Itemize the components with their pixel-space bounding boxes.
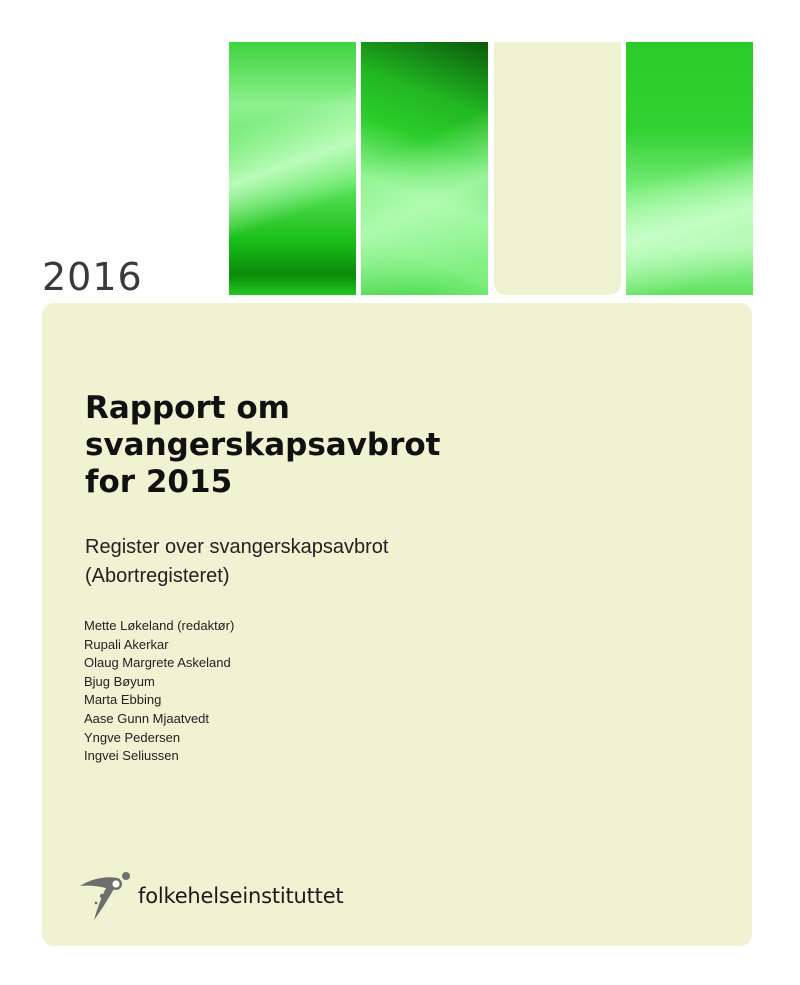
author-item: Marta Ebbing [84, 692, 162, 708]
author-item: Rupali Akerkar [84, 636, 169, 652]
decorative-cream-tile [494, 42, 621, 295]
author-item: Mette Løkeland (redaktør) [84, 618, 235, 633]
report-title [85, 390, 441, 501]
author-item: Olaug Margrete Askeland [84, 655, 231, 671]
report-title-line: for 2015 [85, 464, 233, 500]
decorative-green-tile-4 [626, 42, 753, 295]
author-item: Ingvei Seliussen [84, 748, 179, 764]
author-list [84, 617, 234, 766]
subtitle-line: (Abortregisteret) [85, 565, 230, 587]
publisher-name: folkehelseinstituttet [138, 884, 344, 908]
author-item: Yngve Pedersen [84, 729, 181, 745]
decorative-green-tile-2 [361, 42, 488, 295]
report-subtitle [85, 533, 388, 591]
fhi-logo-icon [76, 870, 134, 922]
report-title-line: Rapport om [85, 390, 290, 426]
decorative-green-tile-1 [229, 42, 356, 295]
report-title-line: svangerskapsavbrot [85, 427, 441, 463]
author-item: Aase Gunn Mjaatvedt [84, 710, 210, 726]
subtitle-line: Register over svangerskapsavbrot [85, 536, 389, 558]
author-item: Bjug Bøyum [84, 673, 155, 689]
publication-year: 2016 [42, 255, 143, 299]
publisher-logo [76, 870, 343, 922]
